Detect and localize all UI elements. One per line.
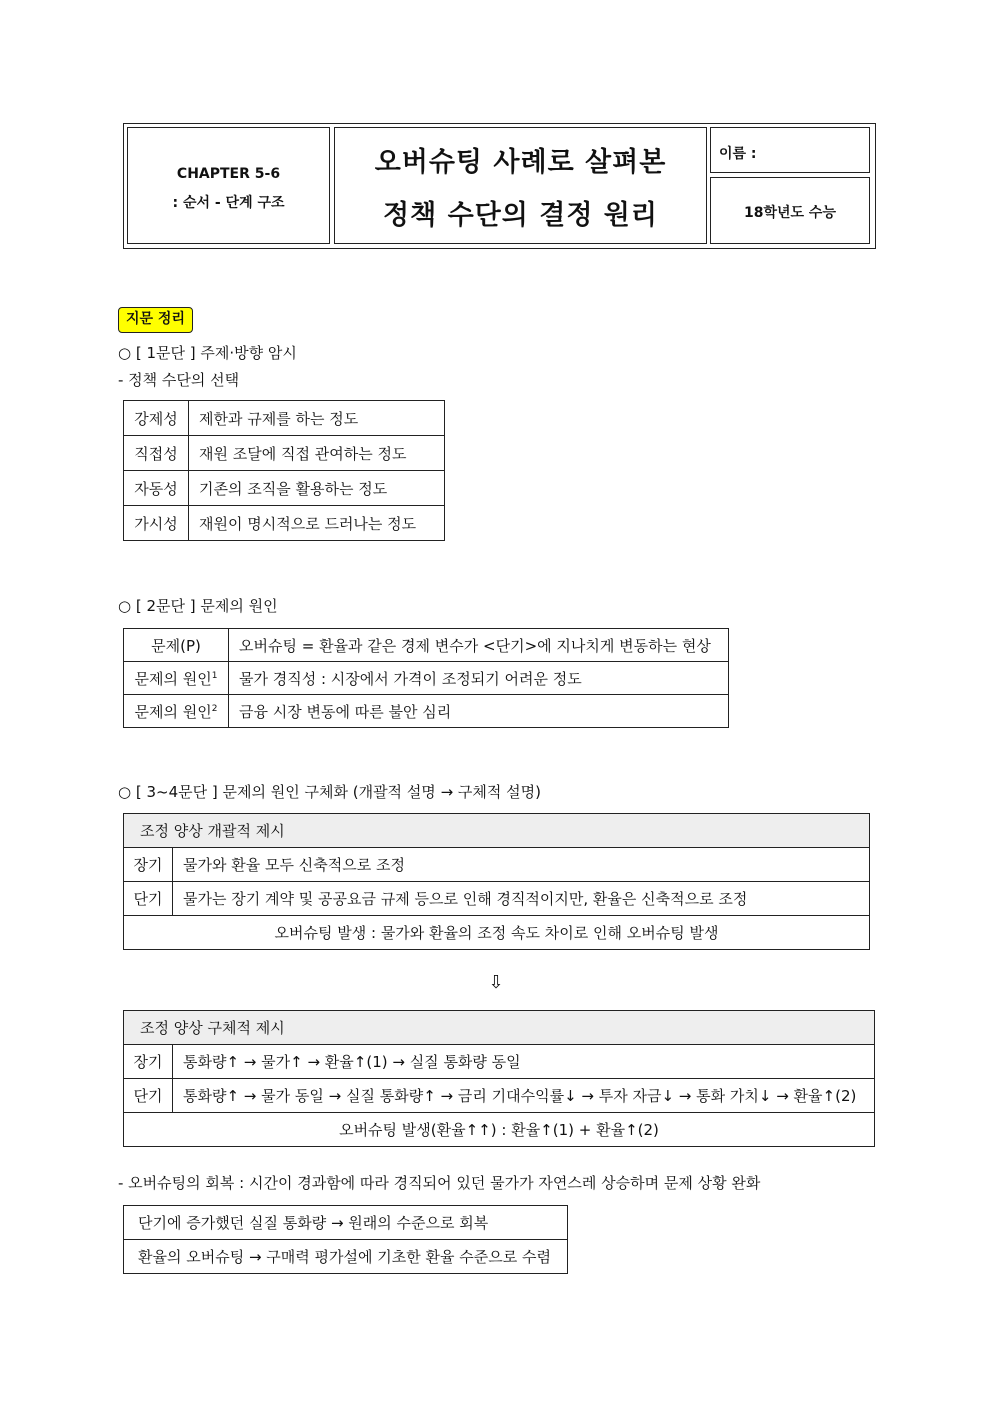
row-value: 물가는 장기 계약 및 공공요금 규제 등으로 인해 경직적이지만, 환율은 신축적으로 조정	[173, 882, 870, 916]
chapter-box	[127, 127, 330, 244]
table-row	[124, 471, 445, 506]
section4-heading: - 오버슈팅의 회복 : 시간이 경과함에 따라 경직되어 있던 물가가 자연스레 상승하며 문제 상황 완화	[118, 1174, 761, 1192]
table-row	[124, 695, 729, 728]
table-row	[124, 1079, 875, 1113]
page-title-line2: 정책 수단의 결정 원리	[383, 200, 658, 231]
name-field	[710, 127, 870, 173]
title-box	[334, 127, 707, 244]
row-value: 제한과 규제를 하는 정도	[189, 401, 445, 436]
row-value: 재원이 명시적으로 드러나는 정도	[189, 506, 445, 541]
recovery-table	[123, 1205, 568, 1274]
section2-heading: ○ [ 2문단 ] 문제의 원인	[118, 597, 278, 615]
table-title: 조정 양상 구체적 제시	[124, 1011, 875, 1045]
table-row	[124, 1206, 568, 1240]
row-key: 장기	[124, 848, 173, 882]
exam-label: 18학년도 수능	[744, 205, 836, 221]
table-row	[124, 506, 445, 541]
row-key: 자동성	[124, 471, 189, 506]
table-row	[124, 401, 445, 436]
problem-cause-table	[123, 628, 729, 728]
row-key: 문제의 원인$^1$	[124, 662, 229, 695]
row-key: 직접성	[124, 436, 189, 471]
row-key: 강제성	[124, 401, 189, 436]
chapter-label: CHAPTER 5-6	[176, 166, 281, 182]
general-adjustment-table	[123, 813, 870, 950]
policy-tool-table	[123, 400, 445, 541]
table-header-row	[124, 1011, 875, 1045]
section3-heading: ○ [ 3~4문단 ] 문제의 원인 구체화 (개괄적 설명 → 구체적 설명)	[118, 783, 541, 801]
page-title-line1: 오버슈팅 사례로 살펴본	[374, 147, 667, 178]
specific-adjustment-table	[123, 1010, 875, 1147]
table-row	[124, 1240, 568, 1274]
name-label: 이름 :	[719, 146, 757, 162]
table-row	[124, 436, 445, 471]
table-row	[124, 848, 870, 882]
row-key: 가시성	[124, 506, 189, 541]
row-key: 단기	[124, 882, 173, 916]
down-arrow-icon: ⇩	[488, 972, 504, 993]
row-key: 장기	[124, 1045, 173, 1079]
table-footer: 오버슈팅 발생 : 물가와 환율의 조정 속도 차이로 인해 오버슈팅 발생	[124, 916, 870, 950]
summary-badge: 지문 정리	[118, 307, 193, 333]
row-key: 문제(P)	[124, 629, 229, 662]
table-row	[124, 662, 729, 695]
section1-sub: - 정책 수단의 선택	[118, 371, 240, 389]
structure-label: : 순서 - 단계 구조	[172, 195, 285, 211]
row-key: 단기	[124, 1079, 173, 1113]
table-footer-row	[124, 916, 870, 950]
row-key: 문제의 원인$^2$	[124, 695, 229, 728]
row-value: 물가 경직성 : 시장에서 가격이 조정되기 어려운 정도	[229, 662, 729, 695]
table-row	[124, 629, 729, 662]
row-value: 환율의 오버슈팅 → 구매력 평가설에 기초한 환율 수준으로 수렴	[124, 1240, 568, 1274]
exam-box	[710, 177, 870, 244]
row-value: 금융 시장 변동에 따른 불안 심리	[229, 695, 729, 728]
table-row	[124, 882, 870, 916]
table-title: 조정 양상 개괄적 제시	[124, 814, 870, 848]
row-value: 단기에 증가했던 실질 통화량 → 원래의 수준으로 회복	[124, 1206, 568, 1240]
row-value: 통화량↑ → 물가↑ → 환율↑(1) → 실질 통화량 동일	[173, 1045, 875, 1079]
table-footer: 오버슈팅 발생(환율↑↑) : 환율↑(1) + 환율↑(2)	[124, 1113, 875, 1147]
row-value: 기존의 조직을 활용하는 정도	[189, 471, 445, 506]
row-value: 통화량↑ → 물가 동일 → 실질 통화량↑ → 금리 기대수익률↓ → 투자 자금↓ → 통화 가치↓ → 환율↑(2)	[173, 1079, 875, 1113]
row-value: 물가와 환율 모두 신축적으로 조정	[173, 848, 870, 882]
row-value: 재원 조달에 직접 관여하는 정도	[189, 436, 445, 471]
table-row	[124, 1045, 875, 1079]
table-header-row	[124, 814, 870, 848]
row-value: 오버슈팅 = 환율과 같은 경제 변수가 <단기>에 지나치게 변동하는 현상	[229, 629, 729, 662]
section1-heading: ○ [ 1문단 ] 주제·방향 암시	[118, 344, 297, 362]
table-footer-row	[124, 1113, 875, 1147]
